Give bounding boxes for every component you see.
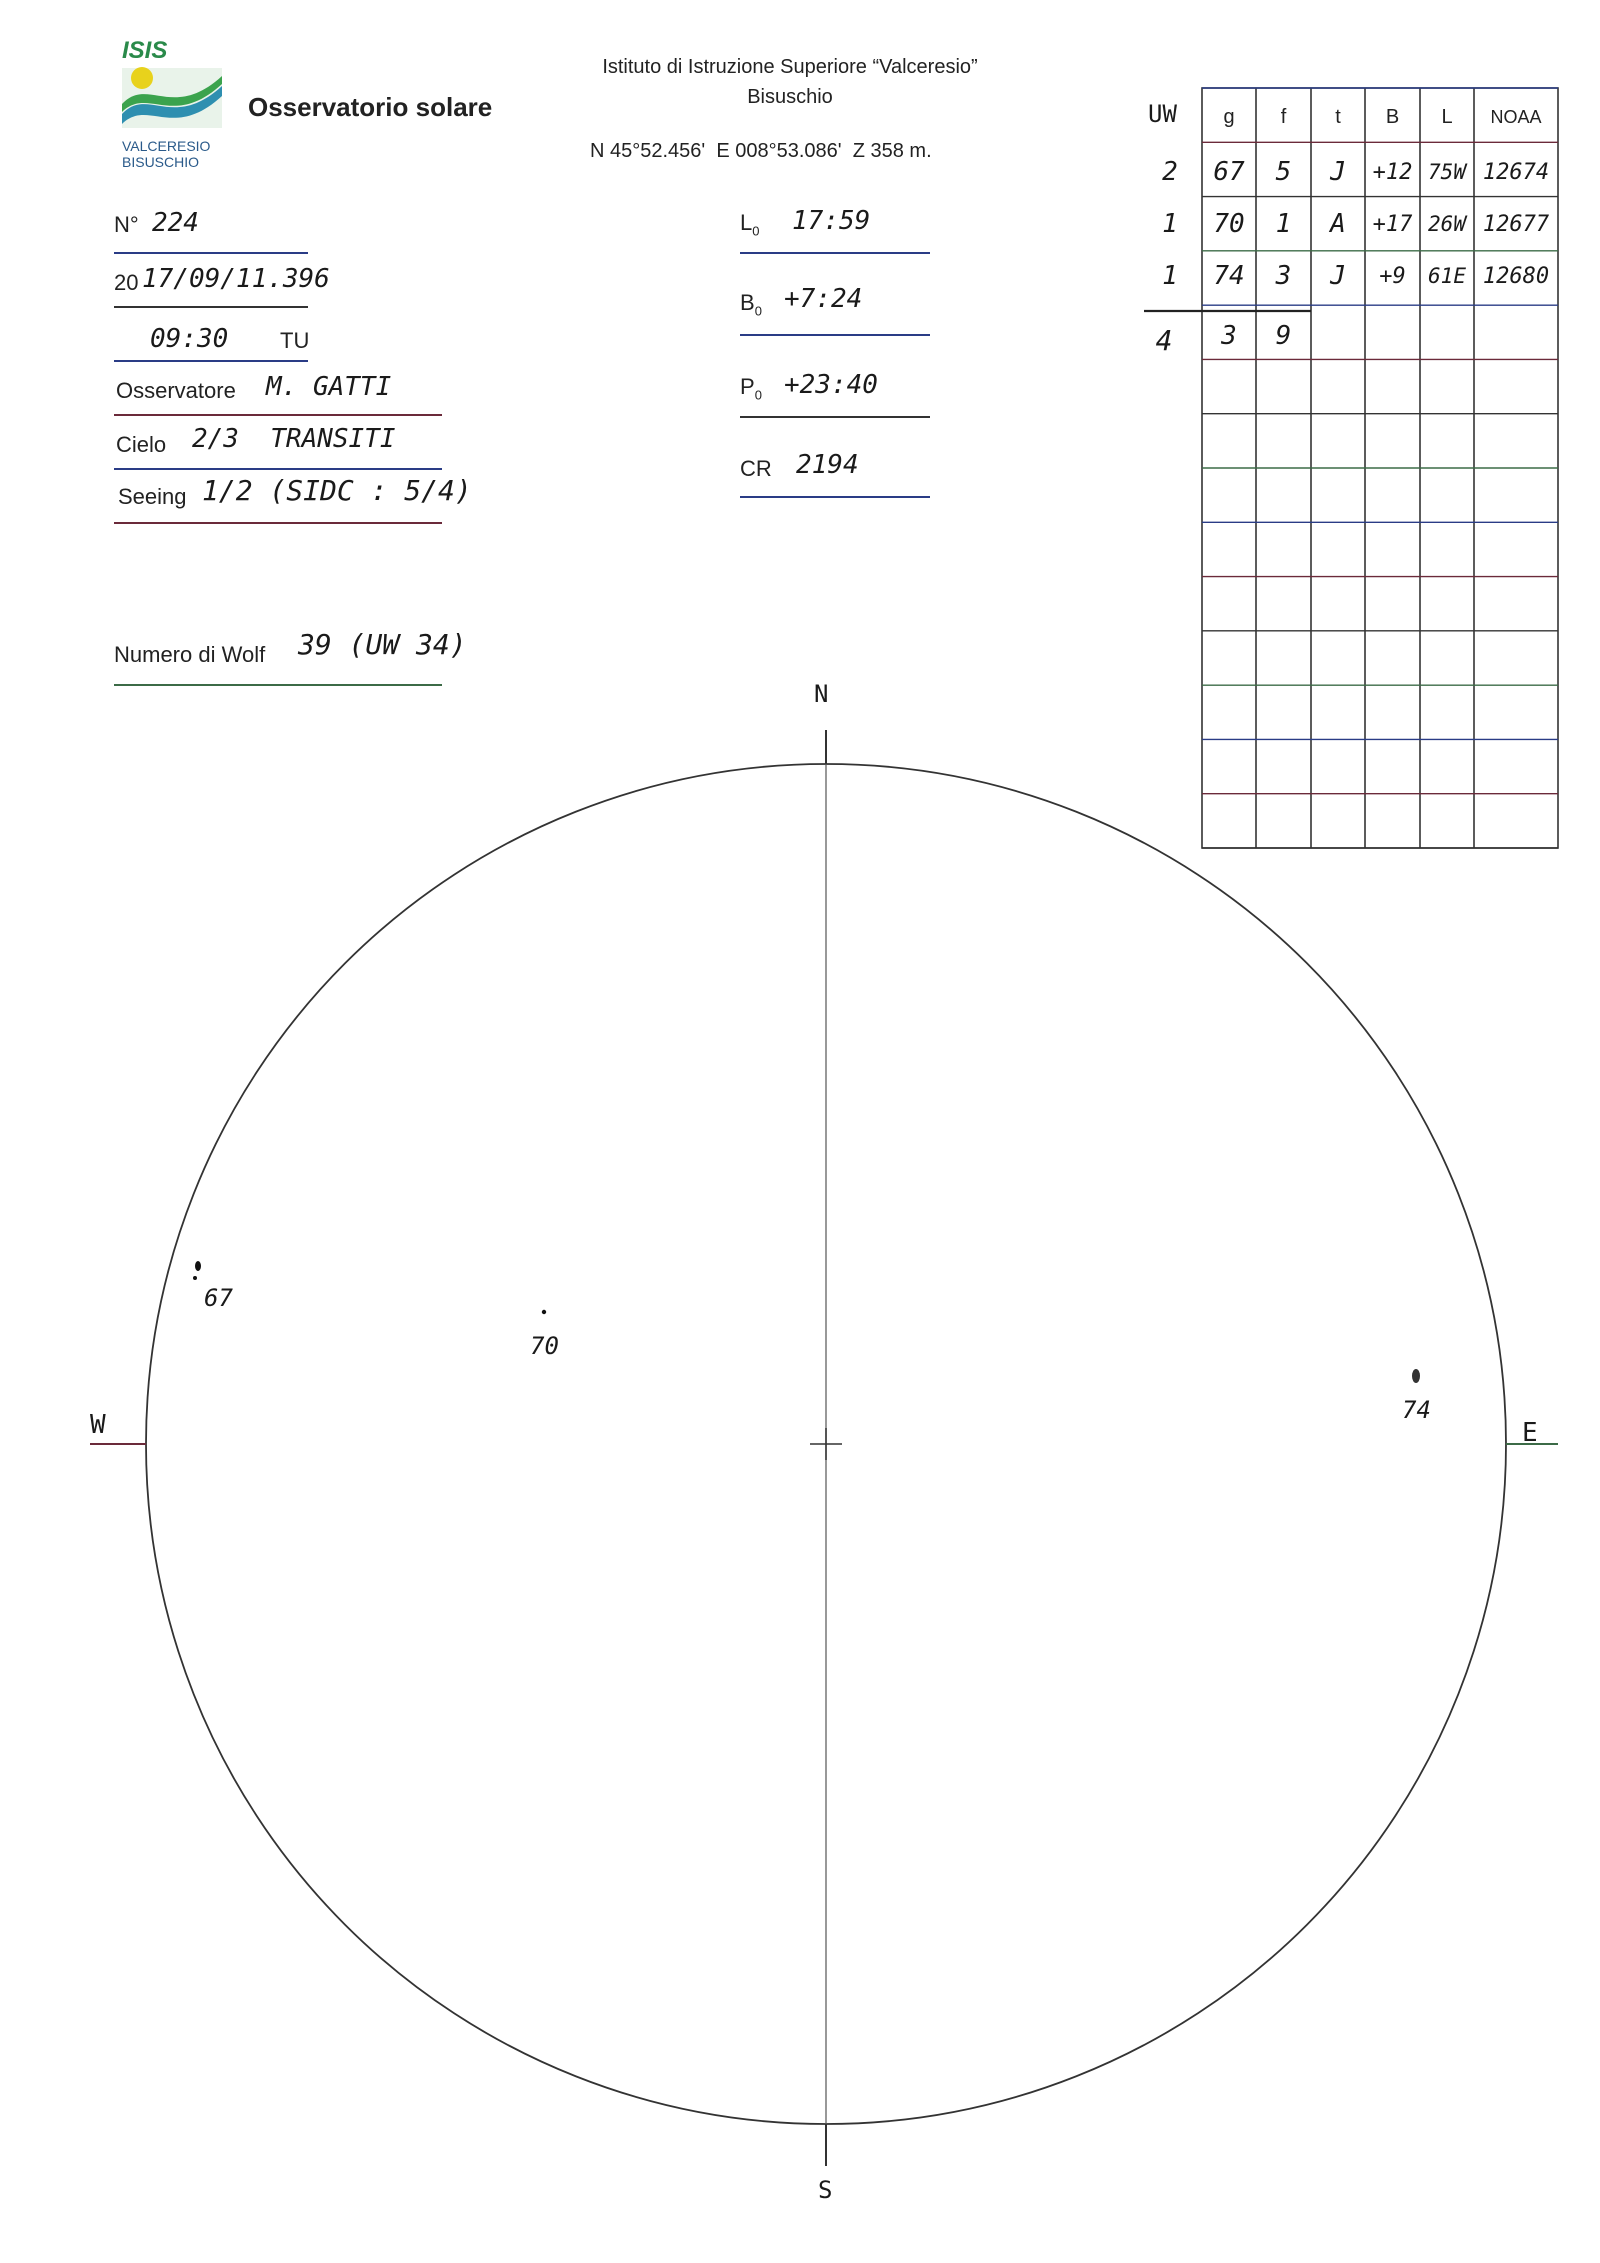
table-total-f: 9 — [1275, 321, 1292, 351]
site-coordinates: N 45°52.456' E 008°53.086' Z 358 m. — [590, 140, 932, 162]
institute-line-1: Istituto di Istruzione Superiore “Valceresio” — [602, 56, 978, 78]
table-row-2-l: 26W — [1428, 212, 1466, 236]
p0-label: $P_0$ — [740, 374, 762, 403]
table-row-2-f: 1 — [1275, 209, 1292, 239]
cr-value: 2194 — [796, 450, 859, 480]
table-row-3-uw: 1 — [1162, 261, 1178, 291]
table-row-1-b: +12 — [1372, 159, 1413, 185]
table-row-3-f: 3 — [1275, 261, 1292, 291]
b0-label: $B_0$ — [740, 290, 762, 319]
table-header-f: f — [1280, 105, 1287, 128]
sky-label: Cielo — [116, 432, 167, 457]
table-row-3-g: 74 — [1213, 261, 1245, 291]
date-value: 17/09/11.396 — [142, 264, 330, 294]
observer-label: Osservatore — [116, 378, 236, 403]
seeing-value: 1/2 (SIDC : 5/4) — [202, 474, 472, 507]
group-label-74: 74 — [1402, 1396, 1431, 1424]
l0-value: 17:59 — [792, 206, 871, 236]
table-total-uw: 4 — [1155, 323, 1173, 357]
institute-line-2: Bisuschio — [747, 86, 833, 108]
table-row-2-b: +17 — [1372, 211, 1413, 237]
l0-label: $L_0$ — [740, 210, 760, 239]
sunspot-group-74 — [1412, 1369, 1420, 1383]
date-prefix: 20 — [114, 270, 139, 295]
table-row-1-noaa: 12674 — [1482, 159, 1550, 185]
table-row-3-t: J — [1330, 261, 1346, 291]
seeing-label: Seeing — [118, 484, 187, 509]
west-label: W — [90, 1410, 106, 1440]
wolf-label: Numero di Wolf — [114, 642, 266, 667]
logo-subtitle-1: VALCERESIO — [122, 138, 211, 154]
sunspot-group-67-b — [193, 1276, 197, 1280]
east-label: E — [1522, 1418, 1538, 1448]
observatory-title: Osservatorio solare — [248, 92, 493, 122]
table-total-g: 3 — [1221, 321, 1237, 351]
table-header-g: g — [1223, 105, 1235, 128]
time-value: 09:30 — [150, 324, 229, 354]
table-row-1-l: 75W — [1428, 160, 1466, 184]
table-row-2-uw: 1 — [1162, 209, 1178, 239]
table-row-2-noaa: 12677 — [1482, 211, 1550, 237]
wolf-value: 39 (UW 34) — [298, 628, 467, 661]
table-header-uw: UW — [1148, 100, 1177, 128]
table-row-3-l: 61E — [1428, 264, 1466, 288]
number-value: 224 — [152, 208, 199, 238]
south-label: S — [818, 2176, 833, 2204]
sunspot-group-67 — [195, 1261, 201, 1271]
north-label: N — [814, 680, 829, 708]
observer-value: M. GATTI — [266, 372, 392, 402]
table-header-b: B — [1385, 105, 1400, 128]
group-label-67: 67 — [204, 1284, 233, 1312]
table-header-t: t — [1335, 105, 1341, 128]
table-row-3-noaa: 12680 — [1482, 263, 1550, 289]
table-row-1-uw: 2 — [1162, 157, 1178, 187]
number-label: N° — [114, 212, 139, 237]
logo-subtitle-2: BISUSCHIO — [122, 154, 200, 170]
svg-text:ISIS: ISIS — [122, 37, 168, 64]
p0-value: +23:40 — [784, 370, 878, 400]
table-row-3-b: +9 — [1379, 263, 1406, 289]
table-row-1-t: J — [1330, 157, 1346, 187]
table-row-2-t: A — [1330, 209, 1346, 239]
sunspot-group-70 — [542, 1310, 546, 1314]
cr-label: CR — [740, 456, 772, 481]
table-row-1-f: 5 — [1275, 157, 1292, 187]
b0-value: +7:24 — [784, 284, 863, 314]
group-label-70: 70 — [530, 1332, 559, 1360]
table-row-1-g: 67 — [1213, 157, 1245, 187]
table-header-noaa: NOAA — [1490, 106, 1542, 127]
time-unit: TU — [280, 328, 310, 353]
sky-value: 2/3 TRANSITI — [192, 424, 396, 454]
table-header-l: L — [1441, 105, 1453, 128]
table-row-2-g: 70 — [1213, 209, 1245, 239]
